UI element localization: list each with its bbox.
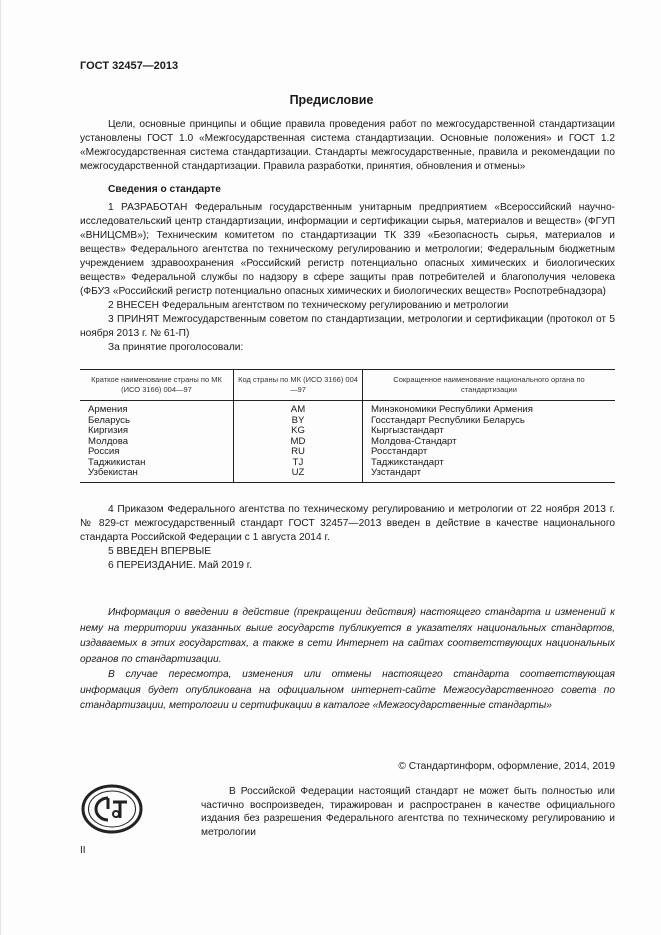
rst-logo-icon [80, 783, 144, 835]
table-row [80, 401, 615, 416]
notice-paragraph: В Российской Федерации настоящий стандарт не может быть полностью или частично воспроизведен, тиражирован и распространен в качестве официального издания без разрешения Федерального агентства по техническому регулированию и метрологии [201, 786, 615, 838]
item-3: 3 ПРИНЯТ Межгосударственным советом по стандартизации, метрологии и сертификации (протокол от 5 ноября 2013 г. № 61-П) [80, 314, 615, 339]
code-cell: KG [234, 426, 363, 437]
table-header-row [80, 370, 615, 401]
copyright-notice [201, 785, 615, 839]
document-header: ГОСТ 32457—2013 [80, 60, 179, 72]
country-cell: Армения [88, 404, 128, 415]
country-cell: Молдова [88, 435, 129, 447]
table-row [80, 416, 615, 427]
about-section [80, 183, 615, 355]
item-5: 5 ВВЕДЕН ВПЕРВЫЕ [108, 546, 212, 557]
country-cell: Беларусь [88, 414, 130, 426]
body-cell: Кыргызстандарт [363, 426, 616, 437]
item-4: 4 Приказом Федерального агентства по техническому регулированию и метрологии от 22 ноября 2013 г. № 829-ст межгосударственный стандарт ГОСТ 32457—2013 введен в действие в качестве национального стандарта Российской Федерации с 1 августа 2014 г. [80, 504, 615, 543]
item-6: 6 ПЕРЕИЗДАНИЕ. Май 2019 г. [108, 560, 253, 571]
table-row [80, 437, 615, 448]
page-number: II [80, 845, 86, 856]
code-cell: TJ [234, 458, 363, 469]
body-cell: Таджикстандарт [363, 458, 616, 469]
table-row [80, 458, 615, 469]
country-cell: Таджикистан [88, 456, 146, 468]
item-1: 1 РАЗРАБОТАН Федеральным государственным унитарным предприятием «Всероссийский научно-исследовательский центр стандартизации, информации и сертификации сырья, материалов и веществ» (ФГУП «ВНИЦСМВ»); Техническим комитетом по стандартизации ТК 339 «Безопасность сырья, материалов и веществ» Федерального агентства по техническому регулированию и метрологии; Федеральным бюджетным учреждением здравоохранения «Российский регистр потенциально опасных химических и биологических веществ» Федеральной службы по надзору в сфере защиты прав потребителей и благополучия человека (ФБУЗ «Российский регистр потенциально опасных химических и биологических веществ» Роспотребнадзора) [80, 202, 615, 297]
code-cell: UZ [234, 468, 363, 482]
header-country: Краткое наименование страны по МК (ИСО 3166) 004—97 [80, 370, 234, 401]
implementation-section [80, 503, 615, 573]
body-cell: Росстандарт [363, 447, 616, 458]
code-cell: RU [234, 447, 363, 458]
intro-section [80, 118, 615, 174]
country-cell: Узбекистан [80, 468, 234, 482]
info-paragraph-2: В случае пересмотра, изменения или отмены настоящего стандарта соответствующая информация будет опубликована на официальном интернет-сайте Межгосударственного совета по стандартизации, метрологии и сертификации в каталоге «Межгосударственные стандарты» [80, 669, 615, 711]
info-section [80, 605, 615, 714]
about-heading: Сведения о стандарте [108, 184, 221, 195]
item-2: 2 ВНЕСЕН Федеральным агентством по техническому регулированию и метрологии [108, 300, 509, 311]
body-cell: Госстандарт Республики Беларусь [363, 416, 616, 427]
code-cell: AM [234, 401, 363, 416]
body-cell: Минэкономики Республики Армения [363, 401, 616, 416]
country-cell: Киргизия [88, 425, 129, 436]
copyright-line: © Стандартинформ, оформление, 2014, 2019 [398, 761, 615, 772]
code-cell: BY [234, 416, 363, 427]
header-code: Код страны по МК (ИСО 3166) 004—97 [234, 370, 363, 401]
body-cell: Молдова-Стандарт [363, 437, 616, 448]
member-states-table [80, 369, 615, 483]
table-row [80, 426, 615, 437]
voted-label: За принятие проголосовали: [108, 342, 244, 353]
body-cell: Узстандарт [363, 468, 616, 482]
code-cell: MD [234, 437, 363, 448]
table-row [80, 468, 615, 482]
header-body: Сокращенное наименование национального органа по стандартизации [363, 370, 616, 401]
country-cell: Россия [88, 446, 120, 457]
table-row [80, 447, 615, 458]
intro-paragraph: Цели, основные принципы и общие правила проведения работ по межгосударственной стандартизации установлены ГОСТ 1.0 «Межгосударственная система стандартизации. Основные положения» и ГОСТ 1.2 «Межгосударственная система стандартизации. Стандарты межгосударственные, правила и рекомендации по межгосударственной стандартизации. Правила разработки, принятия, обновления и отмены» [80, 119, 615, 172]
info-paragraph-1: Информация о введении в действие (прекращении действия) настоящего стандарта и изменений к нему на территории указанных выше государств публикуется в указателях национальных стандартов, издаваемых в этих государствах, а также в сети Интернет на сайтах соответствующих национальных органов по стандартизации. [80, 607, 615, 665]
page-title: Предисловие [289, 93, 374, 107]
